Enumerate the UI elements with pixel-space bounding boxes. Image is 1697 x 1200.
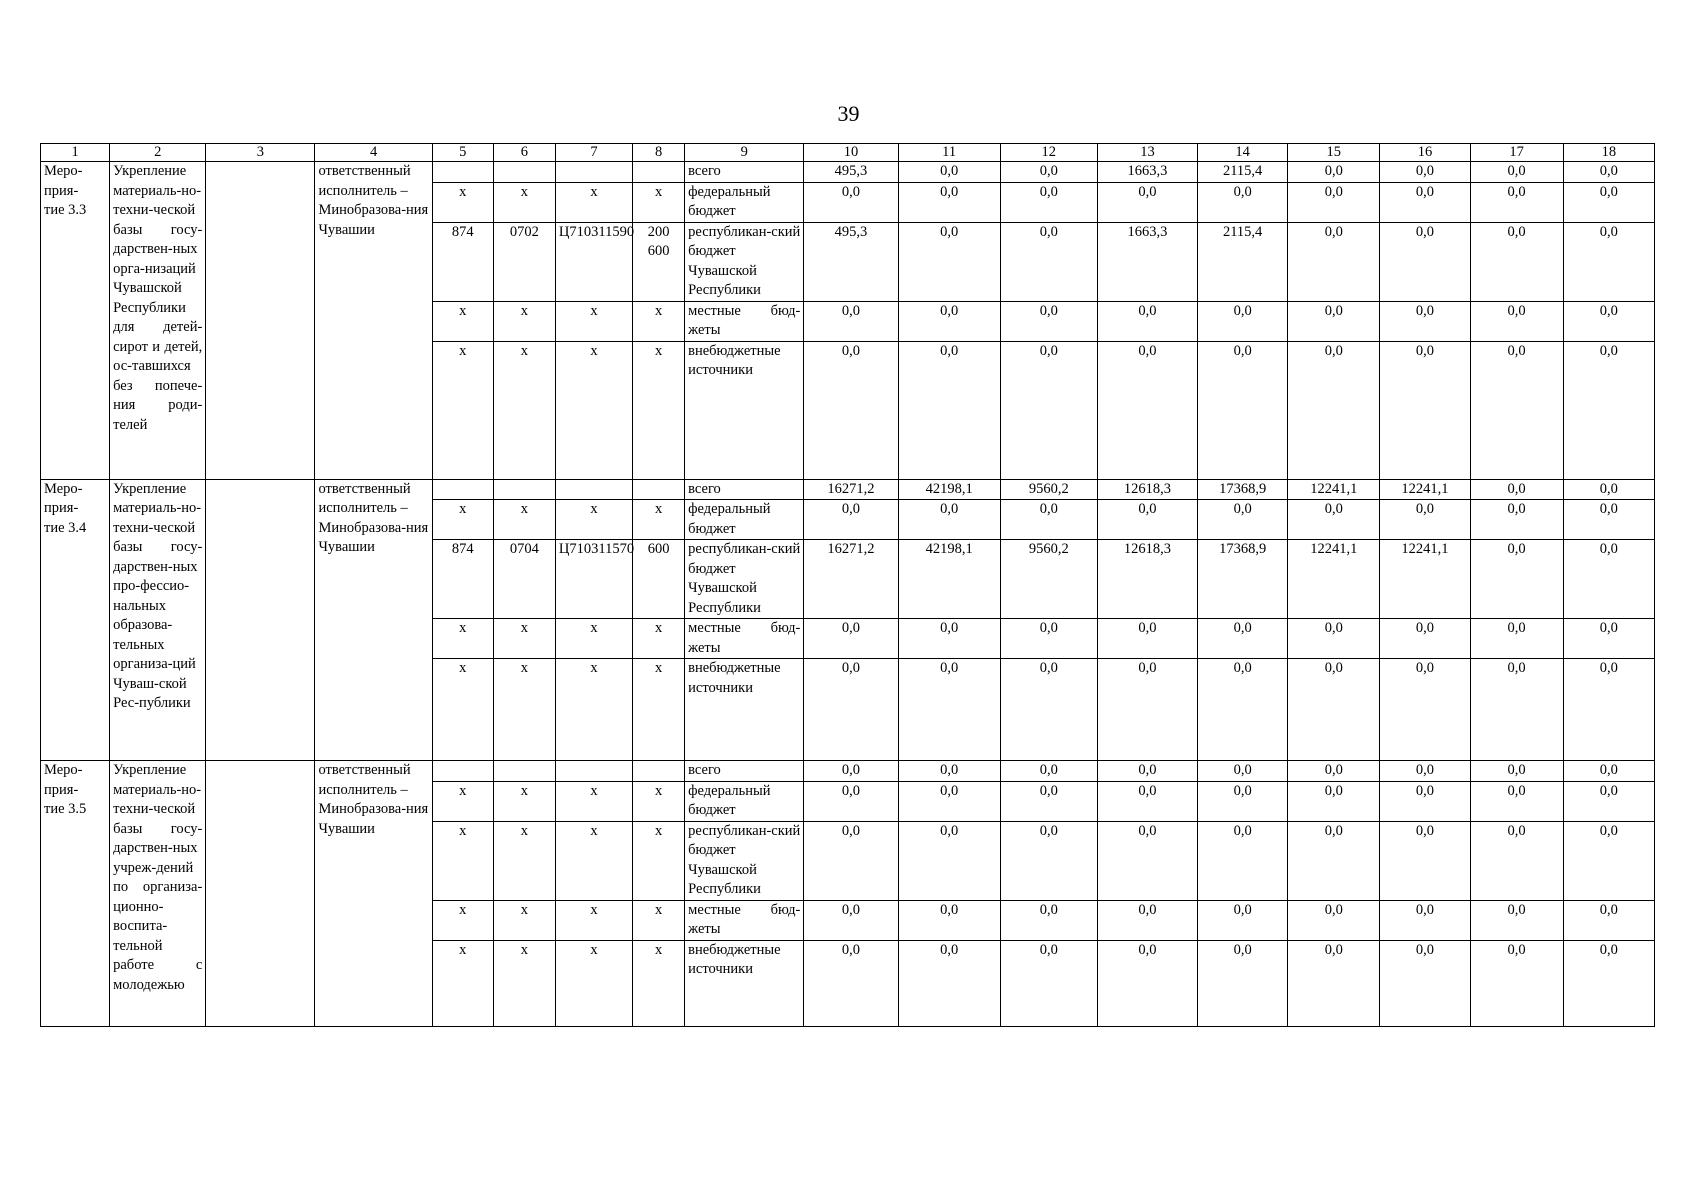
year-amount: 0,0 bbox=[1470, 900, 1563, 940]
year-amount: 0,0 bbox=[1470, 341, 1563, 479]
target-article-code: x bbox=[555, 619, 632, 659]
year-amount: 12618,3 bbox=[1097, 540, 1197, 619]
funding-source: внебюджетные источники bbox=[685, 341, 804, 479]
expense-type-code: x bbox=[633, 940, 685, 1026]
column-number: 15 bbox=[1288, 144, 1380, 162]
year-amount: 0,0 bbox=[804, 341, 898, 479]
year-amount: 0,0 bbox=[1380, 781, 1470, 821]
funding-source: всего bbox=[685, 162, 804, 183]
expense-type-code: x bbox=[633, 619, 685, 659]
year-amount: 12241,1 bbox=[1288, 479, 1380, 500]
year-amount: 0,0 bbox=[1288, 182, 1380, 222]
year-amount: 0,0 bbox=[1563, 479, 1654, 500]
year-amount: 0,0 bbox=[1097, 301, 1197, 341]
section-code: x bbox=[493, 500, 555, 540]
year-amount: 12241,1 bbox=[1380, 479, 1470, 500]
target-article-code: x bbox=[555, 301, 632, 341]
column-number: 2 bbox=[110, 144, 206, 162]
year-amount: 0,0 bbox=[1000, 781, 1097, 821]
year-amount: 0,0 bbox=[898, 659, 1000, 761]
year-amount: 0,0 bbox=[898, 940, 1000, 1026]
expense-type-code: x bbox=[633, 341, 685, 479]
year-amount: 0,0 bbox=[1288, 222, 1380, 301]
year-amount: 0,0 bbox=[898, 341, 1000, 479]
year-amount: 0,0 bbox=[1097, 659, 1197, 761]
expense-type-code: x bbox=[633, 500, 685, 540]
year-amount: 0,0 bbox=[1380, 761, 1470, 782]
grbs-code: x bbox=[432, 182, 493, 222]
year-amount: 0,0 bbox=[1198, 821, 1288, 900]
expense-type-code: 200 600 bbox=[633, 222, 685, 301]
target-article-code: Ц710311570 bbox=[555, 540, 632, 619]
column-number-row bbox=[41, 144, 1655, 162]
column-number: 13 bbox=[1097, 144, 1197, 162]
year-amount: 0,0 bbox=[1097, 619, 1197, 659]
section-code: x bbox=[493, 341, 555, 479]
grbs-code: x bbox=[432, 619, 493, 659]
table-body bbox=[41, 162, 1655, 1027]
year-amount: 0,0 bbox=[1380, 821, 1470, 900]
year-amount: 0,0 bbox=[804, 301, 898, 341]
year-amount: 0,0 bbox=[804, 781, 898, 821]
year-amount: 0,0 bbox=[898, 900, 1000, 940]
year-amount: 0,0 bbox=[1563, 761, 1654, 782]
year-amount: 0,0 bbox=[898, 761, 1000, 782]
section-code bbox=[493, 162, 555, 183]
year-amount: 0,0 bbox=[804, 940, 898, 1026]
year-amount: 0,0 bbox=[1198, 761, 1288, 782]
year-amount: 0,0 bbox=[1288, 341, 1380, 479]
expense-type-code: x bbox=[633, 900, 685, 940]
grbs-code bbox=[432, 162, 493, 183]
funding-source: федеральный бюджет bbox=[685, 182, 804, 222]
year-amount: 0,0 bbox=[1097, 900, 1197, 940]
year-amount: 9560,2 bbox=[1000, 540, 1097, 619]
year-amount: 0,0 bbox=[1000, 500, 1097, 540]
year-amount: 0,0 bbox=[1097, 761, 1197, 782]
year-amount: 0,0 bbox=[898, 500, 1000, 540]
event-name: Укрепление материаль-но-техни-ческой базы госу-дарствен-ных орга-низаций Чувашской Республики для детей-сирот и детей, ос-тавшихся без попече-ния роди-телей bbox=[110, 162, 206, 480]
year-amount: 0,0 bbox=[1563, 222, 1654, 301]
year-amount: 0,0 bbox=[1470, 301, 1563, 341]
year-amount: 0,0 bbox=[804, 500, 898, 540]
column-number: 1 bbox=[41, 144, 110, 162]
funding-source: всего bbox=[685, 479, 804, 500]
year-amount: 0,0 bbox=[1097, 781, 1197, 821]
section-code: x bbox=[493, 619, 555, 659]
event-name: Укрепление материаль-но-техни-ческой базы госу-дарствен-ных учреж-дений по организа-ционно-воспита-тельной работе с молодежью bbox=[110, 761, 206, 1027]
target-article-code bbox=[555, 479, 632, 500]
year-amount: 0,0 bbox=[1288, 301, 1380, 341]
column-number: 6 bbox=[493, 144, 555, 162]
year-amount: 0,0 bbox=[804, 761, 898, 782]
section-code: x bbox=[493, 940, 555, 1026]
grbs-code: x bbox=[432, 301, 493, 341]
year-amount: 0,0 bbox=[1563, 900, 1654, 940]
expense-type-code: x bbox=[633, 821, 685, 900]
target-article-code: x bbox=[555, 341, 632, 479]
year-amount: 0,0 bbox=[898, 301, 1000, 341]
year-amount: 0,0 bbox=[1380, 619, 1470, 659]
year-amount: 0,0 bbox=[1380, 500, 1470, 540]
year-amount: 0,0 bbox=[1470, 781, 1563, 821]
year-amount: 12241,1 bbox=[1380, 540, 1470, 619]
executor: ответственный исполнитель – Минобразова-ния Чувашии bbox=[315, 162, 432, 480]
year-amount: 0,0 bbox=[804, 821, 898, 900]
year-amount: 0,0 bbox=[1563, 619, 1654, 659]
expense-type-code: x bbox=[633, 659, 685, 761]
year-amount: 0,0 bbox=[1000, 761, 1097, 782]
year-amount: 495,3 bbox=[804, 222, 898, 301]
grbs-code: x bbox=[432, 500, 493, 540]
event-number: Меро- прия- тие 3.3 bbox=[41, 162, 110, 480]
year-amount: 42198,1 bbox=[898, 540, 1000, 619]
year-amount: 0,0 bbox=[1000, 940, 1097, 1026]
grbs-code: x bbox=[432, 940, 493, 1026]
expense-type-code: x bbox=[633, 182, 685, 222]
grbs-code: 874 bbox=[432, 222, 493, 301]
section-code: 0702 bbox=[493, 222, 555, 301]
year-amount: 0,0 bbox=[1198, 301, 1288, 341]
year-amount: 0,0 bbox=[1470, 540, 1563, 619]
year-amount: 0,0 bbox=[1288, 821, 1380, 900]
year-amount: 495,3 bbox=[804, 162, 898, 183]
grbs-code bbox=[432, 761, 493, 782]
year-amount: 0,0 bbox=[804, 900, 898, 940]
event-number: Меро- прия- тие 3.4 bbox=[41, 479, 110, 761]
year-amount: 17368,9 bbox=[1198, 540, 1288, 619]
year-amount: 0,0 bbox=[1470, 659, 1563, 761]
target-article-code: x bbox=[555, 821, 632, 900]
section-code: x bbox=[493, 900, 555, 940]
year-amount: 0,0 bbox=[1097, 341, 1197, 479]
expense-type-code: 600 bbox=[633, 540, 685, 619]
funding-source: местные бюд-жеты bbox=[685, 301, 804, 341]
target-article-code: x bbox=[555, 659, 632, 761]
year-amount: 0,0 bbox=[1563, 540, 1654, 619]
year-amount: 0,0 bbox=[1380, 940, 1470, 1026]
year-amount: 0,0 bbox=[1288, 900, 1380, 940]
year-amount: 0,0 bbox=[1288, 781, 1380, 821]
year-amount: 17368,9 bbox=[1198, 479, 1288, 500]
year-amount: 0,0 bbox=[1380, 162, 1470, 183]
year-amount: 0,0 bbox=[1288, 500, 1380, 540]
year-amount: 0,0 bbox=[1563, 301, 1654, 341]
year-amount: 0,0 bbox=[1380, 659, 1470, 761]
year-amount: 0,0 bbox=[1563, 781, 1654, 821]
year-amount: 12618,3 bbox=[1097, 479, 1197, 500]
empty-cell bbox=[206, 162, 315, 480]
event-name: Укрепление материаль-но-техни-ческой базы госу-дарствен-ных про-фессио-нальных образова-тельных организа-ций Чуваш-ской Рес-публики bbox=[110, 479, 206, 761]
grbs-code: x bbox=[432, 821, 493, 900]
year-amount: 0,0 bbox=[1380, 900, 1470, 940]
grbs-code: x bbox=[432, 659, 493, 761]
target-article-code: x bbox=[555, 900, 632, 940]
year-amount: 0,0 bbox=[1000, 301, 1097, 341]
section-code: x bbox=[493, 659, 555, 761]
year-amount: 0,0 bbox=[1000, 162, 1097, 183]
column-number: 11 bbox=[898, 144, 1000, 162]
year-amount: 0,0 bbox=[1470, 479, 1563, 500]
target-article-code bbox=[555, 761, 632, 782]
year-amount: 0,0 bbox=[898, 222, 1000, 301]
funding-source: федеральный бюджет bbox=[685, 781, 804, 821]
year-amount: 0,0 bbox=[1470, 222, 1563, 301]
executor: ответственный исполнитель – Минобразова-ния Чувашии bbox=[315, 761, 432, 1027]
year-amount: 0,0 bbox=[1000, 341, 1097, 479]
year-amount: 0,0 bbox=[1288, 940, 1380, 1026]
year-amount: 0,0 bbox=[1000, 659, 1097, 761]
year-amount: 0,0 bbox=[1470, 940, 1563, 1026]
year-amount: 0,0 bbox=[1563, 162, 1654, 183]
empty-cell bbox=[206, 761, 315, 1027]
event-number: Меро- прия- тие 3.5 bbox=[41, 761, 110, 1027]
empty-cell bbox=[206, 479, 315, 761]
funding-source: федеральный бюджет bbox=[685, 500, 804, 540]
year-amount: 0,0 bbox=[1470, 761, 1563, 782]
column-number: 5 bbox=[432, 144, 493, 162]
year-amount: 0,0 bbox=[1198, 341, 1288, 479]
expense-type-code bbox=[633, 162, 685, 183]
column-number: 16 bbox=[1380, 144, 1470, 162]
year-amount: 0,0 bbox=[1000, 222, 1097, 301]
column-number: 17 bbox=[1470, 144, 1563, 162]
year-amount: 0,0 bbox=[1097, 500, 1197, 540]
table-row bbox=[41, 479, 1655, 500]
section-code: x bbox=[493, 821, 555, 900]
year-amount: 9560,2 bbox=[1000, 479, 1097, 500]
column-number: 3 bbox=[206, 144, 315, 162]
year-amount: 0,0 bbox=[1097, 182, 1197, 222]
year-amount: 0,0 bbox=[1563, 821, 1654, 900]
year-amount: 0,0 bbox=[1000, 821, 1097, 900]
year-amount: 0,0 bbox=[1380, 301, 1470, 341]
column-number: 12 bbox=[1000, 144, 1097, 162]
year-amount: 0,0 bbox=[1198, 619, 1288, 659]
expense-type-code bbox=[633, 479, 685, 500]
year-amount: 0,0 bbox=[1198, 500, 1288, 540]
year-amount: 0,0 bbox=[1288, 619, 1380, 659]
target-article-code: x bbox=[555, 500, 632, 540]
year-amount: 0,0 bbox=[1198, 781, 1288, 821]
expense-type-code bbox=[633, 761, 685, 782]
year-amount: 16271,2 bbox=[804, 540, 898, 619]
section-code bbox=[493, 479, 555, 500]
column-number: 8 bbox=[633, 144, 685, 162]
section-code: x bbox=[493, 781, 555, 821]
year-amount: 0,0 bbox=[1563, 940, 1654, 1026]
year-amount: 16271,2 bbox=[804, 479, 898, 500]
year-amount: 1663,3 bbox=[1097, 162, 1197, 183]
year-amount: 0,0 bbox=[1563, 182, 1654, 222]
year-amount: 0,0 bbox=[1000, 619, 1097, 659]
year-amount: 0,0 bbox=[898, 821, 1000, 900]
year-amount: 0,0 bbox=[1563, 500, 1654, 540]
year-amount: 0,0 bbox=[1198, 900, 1288, 940]
column-number: 10 bbox=[804, 144, 898, 162]
year-amount: 0,0 bbox=[804, 182, 898, 222]
funding-source: республикан-ский бюджет Чувашской Республики bbox=[685, 540, 804, 619]
year-amount: 0,0 bbox=[1000, 900, 1097, 940]
year-amount: 0,0 bbox=[804, 659, 898, 761]
year-amount: 0,0 bbox=[1563, 659, 1654, 761]
column-number: 18 bbox=[1563, 144, 1654, 162]
year-amount: 42198,1 bbox=[898, 479, 1000, 500]
year-amount: 0,0 bbox=[898, 619, 1000, 659]
year-amount: 0,0 bbox=[1288, 659, 1380, 761]
funding-source: внебюджетные источники bbox=[685, 659, 804, 761]
column-number: 4 bbox=[315, 144, 432, 162]
year-amount: 0,0 bbox=[804, 619, 898, 659]
year-amount: 0,0 bbox=[1470, 821, 1563, 900]
year-amount: 12241,1 bbox=[1288, 540, 1380, 619]
section-code bbox=[493, 761, 555, 782]
page-number: 39 bbox=[837, 101, 860, 126]
year-amount: 0,0 bbox=[898, 162, 1000, 183]
expense-type-code: x bbox=[633, 781, 685, 821]
year-amount: 0,0 bbox=[1470, 619, 1563, 659]
funding-source: местные бюд-жеты bbox=[685, 900, 804, 940]
funding-source: республикан-ский бюджет Чувашской Республики bbox=[685, 821, 804, 900]
year-amount: 0,0 bbox=[1198, 940, 1288, 1026]
funding-source: местные бюд-жеты bbox=[685, 619, 804, 659]
executor: ответственный исполнитель – Минобразова-ния Чувашии bbox=[315, 479, 432, 761]
year-amount: 0,0 bbox=[1563, 341, 1654, 479]
year-amount: 0,0 bbox=[1470, 500, 1563, 540]
target-article-code: x bbox=[555, 940, 632, 1026]
year-amount: 0,0 bbox=[898, 182, 1000, 222]
target-article-code: x bbox=[555, 781, 632, 821]
year-amount: 0,0 bbox=[1198, 659, 1288, 761]
funding-source: республикан-ский бюджет Чувашской Республики bbox=[685, 222, 804, 301]
grbs-code bbox=[432, 479, 493, 500]
year-amount: 0,0 bbox=[1000, 182, 1097, 222]
column-number: 7 bbox=[555, 144, 632, 162]
table-row bbox=[41, 761, 1655, 782]
year-amount: 0,0 bbox=[1380, 182, 1470, 222]
year-amount: 0,0 bbox=[1097, 821, 1197, 900]
year-amount: 2115,4 bbox=[1198, 222, 1288, 301]
year-amount: 1663,3 bbox=[1097, 222, 1197, 301]
year-amount: 0,0 bbox=[1288, 162, 1380, 183]
funding-source: всего bbox=[685, 761, 804, 782]
year-amount: 0,0 bbox=[1198, 182, 1288, 222]
year-amount: 0,0 bbox=[1097, 940, 1197, 1026]
year-amount: 0,0 bbox=[898, 781, 1000, 821]
section-code: x bbox=[493, 182, 555, 222]
funding-source: внебюджетные источники bbox=[685, 940, 804, 1026]
target-article-code: x bbox=[555, 182, 632, 222]
grbs-code: x bbox=[432, 341, 493, 479]
column-number: 14 bbox=[1198, 144, 1288, 162]
grbs-code: x bbox=[432, 900, 493, 940]
expense-type-code: x bbox=[633, 301, 685, 341]
table-row bbox=[41, 162, 1655, 183]
year-amount: 2115,4 bbox=[1198, 162, 1288, 183]
section-code: 0704 bbox=[493, 540, 555, 619]
grbs-code: 874 bbox=[432, 540, 493, 619]
year-amount: 0,0 bbox=[1288, 761, 1380, 782]
grbs-code: x bbox=[432, 781, 493, 821]
section-code: x bbox=[493, 301, 555, 341]
target-article-code bbox=[555, 162, 632, 183]
budget-table bbox=[40, 143, 1655, 1027]
target-article-code: Ц710311590 bbox=[555, 222, 632, 301]
year-amount: 0,0 bbox=[1470, 162, 1563, 183]
year-amount: 0,0 bbox=[1380, 222, 1470, 301]
year-amount: 0,0 bbox=[1470, 182, 1563, 222]
year-amount: 0,0 bbox=[1380, 341, 1470, 479]
column-number: 9 bbox=[685, 144, 804, 162]
